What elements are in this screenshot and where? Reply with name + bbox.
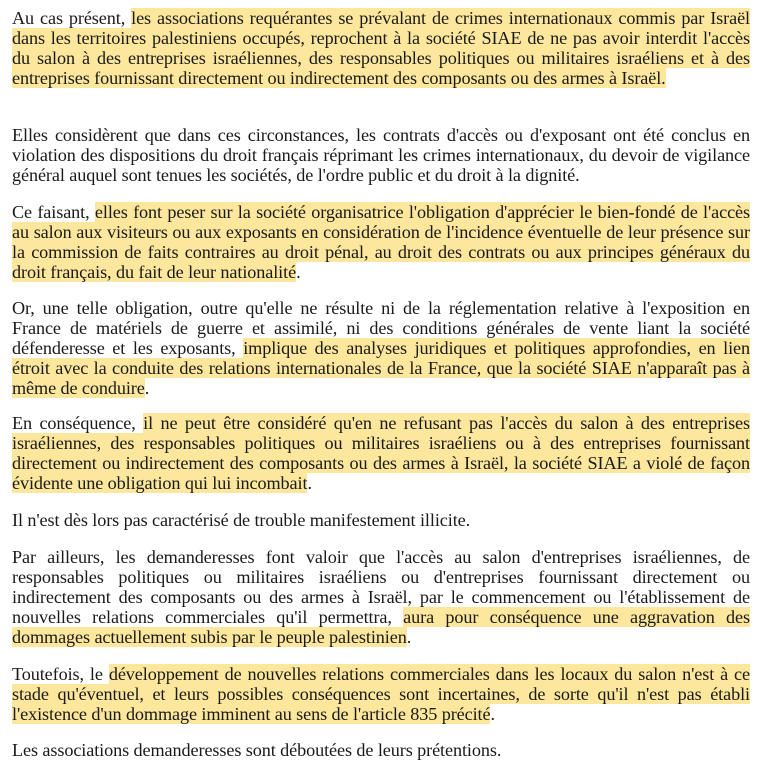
paragraph-5-text: En conséquence, (12, 413, 144, 433)
paragraph-8-tail: . (490, 703, 495, 724)
paragraph-8 (12, 665, 750, 725)
paragraph-2 (12, 126, 750, 186)
paragraph-7-tail: . (406, 626, 412, 647)
paragraph-5 (12, 414, 750, 494)
paragraph-8-text: Toutefois, le (12, 664, 109, 684)
paragraph-6 (12, 511, 750, 531)
paragraph-1-text: Au cas présent, (12, 8, 132, 28)
paragraph-2-text: Elles considèrent que dans ces circonstances, les contrats d'accès ou d'exposant ont été conclus en violation des dispositions du droit français réprimant les crimes internationaux, du devoir de vigilance général auquel sont tenues les sociétés, de l'ordre public et du droit à la dignité. (12, 125, 750, 185)
paragraph-7-highlight: aura pour conséquence une aggravation des dommages actuellement subis par le peuple palestinien (12, 606, 750, 647)
paragraph-3-tail: . (296, 261, 301, 282)
paragraph-3 (12, 203, 750, 283)
paragraph-7-text: Par ailleurs, les demanderesses font valoir que l'accès au salon d'entreprises israéliennes, de responsables politiques ou militaires israéliens ou d'entreprises fournissant directement ou indirectement des composants ou des armes à Israël, par le commencement ou l'établissement de nouvelles relations commerciales qu'il permettra, (12, 547, 750, 627)
paragraph-1-highlight: les associations requérantes se prévalant de crimes internationaux commis par Israël dans les territoires palestiniens occupés, reprochent à la société SIAE de ne pas avoir interdit l'accès du salon à des entreprises israéliennes, des responsables politiques ou militaires israéliens et à des entreprises fournissant directement ou indirectement des composants ou des armes à Israël. (12, 8, 750, 88)
paragraph-9 (12, 741, 750, 761)
paragraph-6-text: Il n'est dès lors pas caractérisé de trouble manifestement illicite. (12, 510, 471, 530)
paragraph-4-text: Or, une telle obligation, outre qu'elle ne résulte ni de la réglementation relative à l'exposition en France de matériels de guerre et assimilé, ni des conditions générales de vente liant la société défenderesse et les exposants, (12, 298, 750, 358)
paragraph-5-tail: . (307, 472, 312, 493)
paragraph-1 (12, 9, 750, 89)
paragraph-8-highlight: développement de nouvelles relations commerciales dans les locaux du salon n'est à ce stade qu'éventuel, et leurs possibles conséquences sont incertaines, de sorte qu'il n'est pas établi l'existence d'un dommage imminent au sens de l'article 835 précité (12, 664, 750, 724)
paragraph-9-text: Les associations demanderesses sont déboutées de leurs prétentions. (12, 740, 502, 760)
paragraph-4 (12, 299, 750, 399)
paragraph-4-tail: . (144, 377, 150, 398)
paragraph-4-highlight: implique des analyses juridiques et politiques approfondies, en lien étroit avec la conduite des relations internationales de la France, que la société SIAE n'apparaît pas à même de conduire (12, 337, 751, 398)
paragraph-3-highlight: elles font peser sur la société organisatrice l'obligation d'apprécier le bien-fondé de l'accès au salon aux visiteurs ou aux exposants en considération de l'incidence éventuelle de leur présence sur la commission de faits contraires au droit pénal, au droit des contrats ou aux principes généraux du droit français, du fait de leur nationalité (12, 202, 751, 282)
paragraph-3-text: Ce faisant, (12, 202, 95, 222)
paragraph-7 (12, 548, 750, 648)
paragraph-5-highlight: il ne peut être considéré qu'en ne refusant pas l'accès du salon à des entreprises israéliennes, des responsables politiques ou militaires israéliens ou à des entreprises fournissant directement ou indirectement des composants ou des armes à Israël, la société SIAE a violé de façon évidente une obligation qui lui incombait (12, 413, 750, 493)
